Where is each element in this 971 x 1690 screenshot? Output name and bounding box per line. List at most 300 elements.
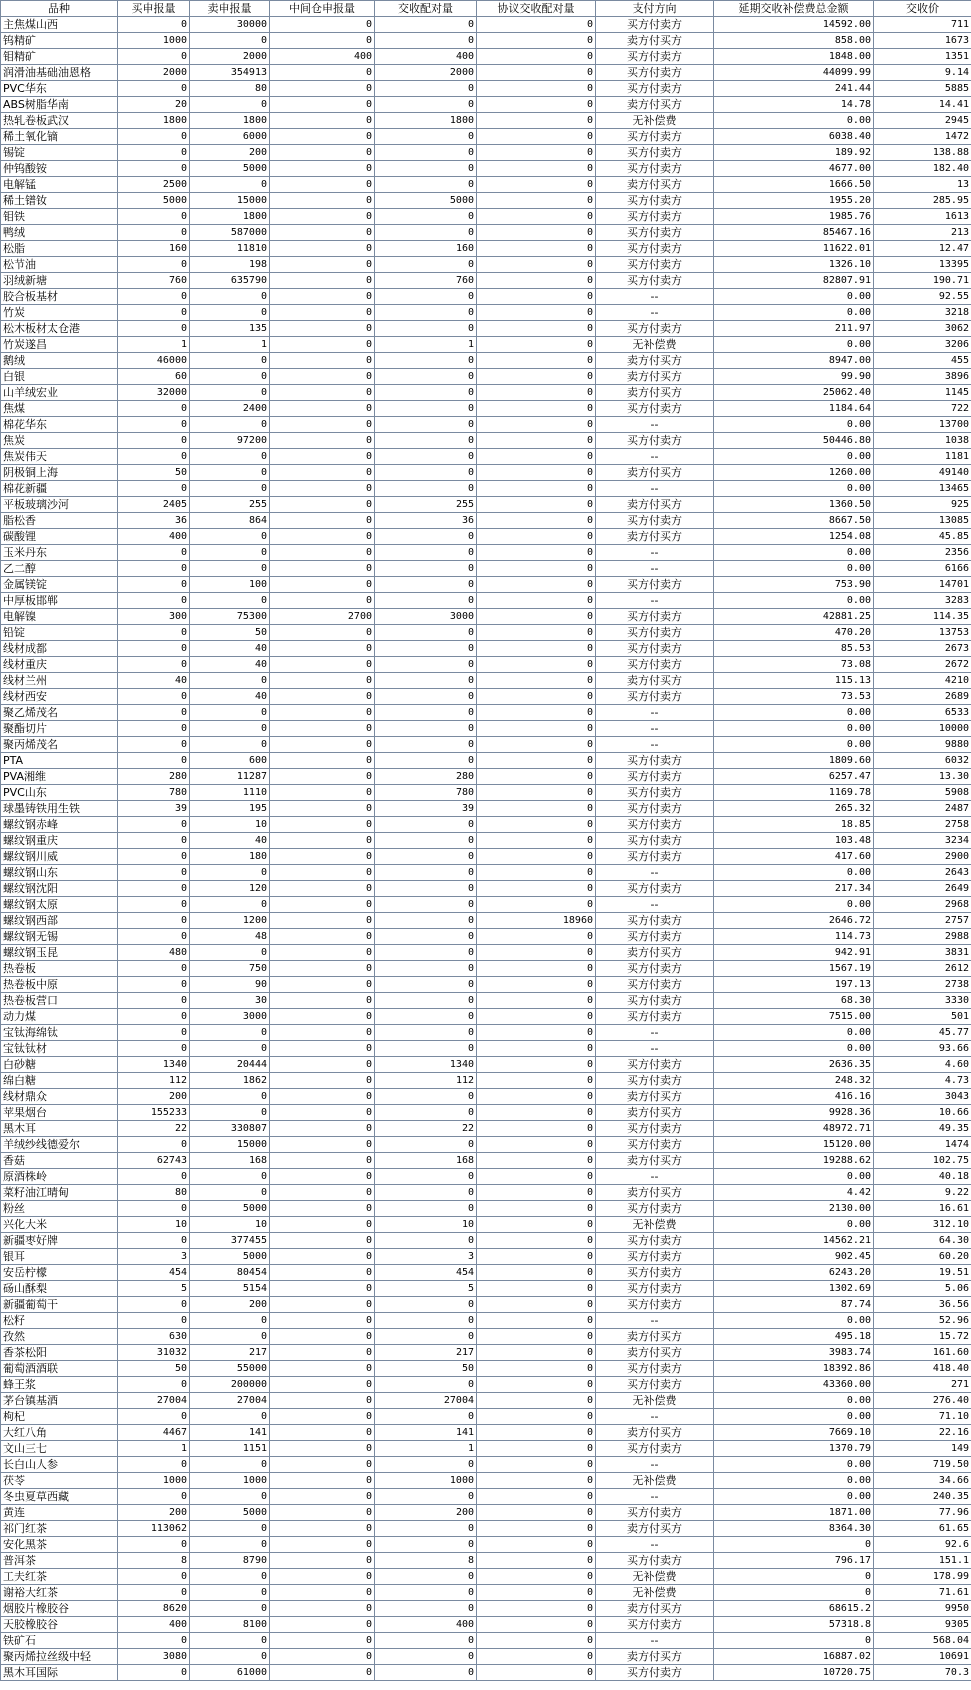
table-row: [1, 641, 971, 657]
buy-qty-cell: 8: [118, 1553, 190, 1569]
payment-direction-cell: 无补偿费: [596, 113, 714, 129]
delivery-price-cell: 285.95: [874, 193, 971, 209]
compensation-total-cell: 16887.02: [714, 1649, 874, 1665]
variety-cell: 螺纹钢玉昆: [1, 945, 118, 961]
agreement-matched-qty-cell: 0: [477, 1617, 596, 1633]
buy-qty-cell: 27004: [118, 1393, 190, 1409]
compensation-total-cell: 68.30: [714, 993, 874, 1009]
payment-direction-cell: 卖方付买方: [596, 1089, 714, 1105]
delivery-price-cell: 3831: [874, 945, 971, 961]
payment-direction-cell: 买方付卖方: [596, 977, 714, 993]
compensation-total-cell: 0.00: [714, 897, 874, 913]
sell-qty-cell: 0: [190, 33, 270, 49]
compensation-total-cell: 82807.91: [714, 273, 874, 289]
matched-qty-cell: 0: [375, 97, 477, 113]
buy-qty-cell: 0: [118, 961, 190, 977]
compensation-total-cell: 6257.47: [714, 769, 874, 785]
compensation-total-cell: 115.13: [714, 673, 874, 689]
table-row: [1, 689, 971, 705]
agreement-matched-qty-cell: 0: [477, 1169, 596, 1185]
variety-cell: 烟胶片橡胶谷: [1, 1601, 118, 1617]
compensation-total-cell: 0.00: [714, 1041, 874, 1057]
variety-cell: 松木板材太仓港: [1, 321, 118, 337]
variety-cell: 竹炭遂昌: [1, 337, 118, 353]
matched-qty-cell: 0: [375, 1297, 477, 1313]
matched-qty-cell: 0: [375, 977, 477, 993]
sell-qty-cell: 635790: [190, 273, 270, 289]
table-row: [1, 785, 971, 801]
buy-qty-cell: 20: [118, 97, 190, 113]
delivery-price-cell: 49140: [874, 465, 971, 481]
payment-direction-cell: 买方付卖方: [596, 1121, 714, 1137]
compensation-total-cell: 0.00: [714, 545, 874, 561]
agreement-matched-qty-cell: 0: [477, 673, 596, 689]
intermediate-qty-cell: 0: [270, 753, 375, 769]
sell-qty-cell: 200: [190, 1297, 270, 1313]
buy-qty-cell: 0: [118, 1233, 190, 1249]
compensation-total-cell: 796.17: [714, 1553, 874, 1569]
variety-cell: 香茶松阳: [1, 1345, 118, 1361]
intermediate-qty-cell: 0: [270, 1489, 375, 1505]
delivery-price-cell: 2968: [874, 897, 971, 913]
table-row: [1, 209, 971, 225]
table-row: [1, 1313, 971, 1329]
buy-qty-cell: 1800: [118, 113, 190, 129]
sell-qty-cell: 0: [190, 369, 270, 385]
variety-cell: 铁矿石: [1, 1633, 118, 1649]
table-row: [1, 1345, 971, 1361]
payment-direction-cell: 卖方付买方: [596, 177, 714, 193]
variety-cell: 茯苓: [1, 1473, 118, 1489]
intermediate-qty-cell: 0: [270, 1377, 375, 1393]
sell-qty-cell: 48: [190, 929, 270, 945]
intermediate-qty-cell: 0: [270, 1329, 375, 1345]
matched-qty-cell: 0: [375, 353, 477, 369]
buy-qty-cell: 0: [118, 161, 190, 177]
table-row: [1, 513, 971, 529]
sell-qty-cell: 1151: [190, 1441, 270, 1457]
intermediate-qty-cell: 0: [270, 17, 375, 33]
variety-cell: 乙二醇: [1, 561, 118, 577]
agreement-matched-qty-cell: 0: [477, 241, 596, 257]
intermediate-qty-cell: 0: [270, 353, 375, 369]
table-row: [1, 1537, 971, 1553]
agreement-matched-qty-cell: 0: [477, 1153, 596, 1169]
compensation-total-cell: 14562.21: [714, 1233, 874, 1249]
table-row: [1, 1633, 971, 1649]
delivery-price-cell: 71.10: [874, 1409, 971, 1425]
variety-cell: 聚丙烯拉丝级中轻: [1, 1649, 118, 1665]
compensation-total-cell: 1370.79: [714, 1441, 874, 1457]
buy-qty-cell: 0: [118, 1489, 190, 1505]
intermediate-qty-cell: 0: [270, 1217, 375, 1233]
variety-cell: 粉丝: [1, 1201, 118, 1217]
compensation-total-cell: 4.42: [714, 1185, 874, 1201]
compensation-total-cell: 0.00: [714, 1169, 874, 1185]
matched-qty-cell: 0: [375, 625, 477, 641]
compensation-total-cell: 1955.20: [714, 193, 874, 209]
delivery-price-cell: 2487: [874, 801, 971, 817]
payment-direction-cell: 买方付卖方: [596, 81, 714, 97]
matched-qty-cell: 0: [375, 209, 477, 225]
intermediate-qty-cell: 400: [270, 49, 375, 65]
buy-qty-cell: 0: [118, 401, 190, 417]
intermediate-qty-cell: 0: [270, 593, 375, 609]
compensation-total-cell: 4677.00: [714, 161, 874, 177]
col-header-agreement-matched-qty: 协议交收配对量: [477, 1, 596, 17]
intermediate-qty-cell: 0: [270, 881, 375, 897]
intermediate-qty-cell: 0: [270, 465, 375, 481]
intermediate-qty-cell: 0: [270, 401, 375, 417]
intermediate-qty-cell: 0: [270, 1521, 375, 1537]
table-row: [1, 929, 971, 945]
agreement-matched-qty-cell: 0: [477, 209, 596, 225]
agreement-matched-qty-cell: 0: [477, 161, 596, 177]
intermediate-qty-cell: 0: [270, 1057, 375, 1073]
sell-qty-cell: 200000: [190, 1377, 270, 1393]
matched-qty-cell: 0: [375, 1169, 477, 1185]
delivery-price-cell: 213: [874, 225, 971, 241]
delivery-price-cell: 13085: [874, 513, 971, 529]
payment-direction-cell: --: [596, 1025, 714, 1041]
table-row: [1, 97, 971, 113]
sell-qty-cell: 5000: [190, 1505, 270, 1521]
variety-cell: 银耳: [1, 1249, 118, 1265]
variety-cell: 棉花新疆: [1, 481, 118, 497]
compensation-total-cell: 42881.25: [714, 609, 874, 625]
sell-qty-cell: 40: [190, 833, 270, 849]
payment-direction-cell: 买方付卖方: [596, 145, 714, 161]
table-row: [1, 961, 971, 977]
payment-direction-cell: --: [596, 1409, 714, 1425]
variety-cell: 兴化大米: [1, 1217, 118, 1233]
buy-qty-cell: 0: [118, 225, 190, 241]
variety-cell: 白银: [1, 369, 118, 385]
buy-qty-cell: 0: [118, 289, 190, 305]
agreement-matched-qty-cell: 0: [477, 1233, 596, 1249]
intermediate-qty-cell: 0: [270, 545, 375, 561]
sell-qty-cell: 0: [190, 673, 270, 689]
compensation-total-cell: 0.00: [714, 737, 874, 753]
table-row: [1, 273, 971, 289]
sell-qty-cell: 195: [190, 801, 270, 817]
delivery-price-cell: 13395: [874, 257, 971, 273]
delivery-price-cell: 4.60: [874, 1057, 971, 1073]
compensation-total-cell: 114.73: [714, 929, 874, 945]
matched-qty-cell: 0: [375, 1009, 477, 1025]
table-row: [1, 1105, 971, 1121]
buy-qty-cell: 200: [118, 1089, 190, 1105]
compensation-total-cell: 73.53: [714, 689, 874, 705]
matched-qty-cell: 0: [375, 1585, 477, 1601]
variety-cell: 枸杞: [1, 1409, 118, 1425]
delivery-price-cell: 925: [874, 497, 971, 513]
matched-qty-cell: 0: [375, 417, 477, 433]
compensation-total-cell: 1326.10: [714, 257, 874, 273]
payment-direction-cell: 买方付卖方: [596, 689, 714, 705]
table-row: [1, 977, 971, 993]
variety-cell: 黑木耳国际: [1, 1665, 118, 1681]
delivery-price-cell: 4210: [874, 673, 971, 689]
table-row: [1, 1409, 971, 1425]
compensation-total-cell: 0: [714, 1537, 874, 1553]
intermediate-qty-cell: 0: [270, 1121, 375, 1137]
agreement-matched-qty-cell: 0: [477, 321, 596, 337]
payment-direction-cell: 卖方付买方: [596, 1185, 714, 1201]
matched-qty-cell: 0: [375, 737, 477, 753]
agreement-matched-qty-cell: 0: [477, 785, 596, 801]
compensation-total-cell: 14592.00: [714, 17, 874, 33]
sell-qty-cell: 217: [190, 1345, 270, 1361]
table-row: [1, 1233, 971, 1249]
sell-qty-cell: 8790: [190, 1553, 270, 1569]
intermediate-qty-cell: 0: [270, 1233, 375, 1249]
table-row: [1, 1297, 971, 1313]
sell-qty-cell: 0: [190, 1313, 270, 1329]
delivery-price-cell: 2988: [874, 929, 971, 945]
variety-cell: 线材鼎众: [1, 1089, 118, 1105]
table-row: [1, 241, 971, 257]
variety-cell: 苹果烟台: [1, 1105, 118, 1121]
compensation-total-cell: 265.32: [714, 801, 874, 817]
intermediate-qty-cell: 0: [270, 1249, 375, 1265]
variety-cell: 松脂: [1, 241, 118, 257]
intermediate-qty-cell: 0: [270, 1041, 375, 1057]
buy-qty-cell: 0: [118, 1313, 190, 1329]
agreement-matched-qty-cell: 0: [477, 1201, 596, 1217]
agreement-matched-qty-cell: 0: [477, 49, 596, 65]
compensation-total-cell: 7515.00: [714, 1009, 874, 1025]
delivery-price-cell: 3062: [874, 321, 971, 337]
table-row: [1, 1169, 971, 1185]
agreement-matched-qty-cell: 0: [477, 865, 596, 881]
agreement-matched-qty-cell: 0: [477, 1073, 596, 1089]
payment-direction-cell: 卖方付买方: [596, 529, 714, 545]
delivery-price-cell: 34.66: [874, 1473, 971, 1489]
intermediate-qty-cell: 0: [270, 1345, 375, 1361]
payment-direction-cell: 买方付卖方: [596, 1617, 714, 1633]
table-row: [1, 1473, 971, 1489]
agreement-matched-qty-cell: 0: [477, 609, 596, 625]
buy-qty-cell: 0: [118, 49, 190, 65]
payment-direction-cell: 买方付卖方: [596, 401, 714, 417]
agreement-matched-qty-cell: 0: [477, 1489, 596, 1505]
payment-direction-cell: 买方付卖方: [596, 1377, 714, 1393]
payment-direction-cell: 卖方付买方: [596, 1649, 714, 1665]
compensation-total-cell: 942.91: [714, 945, 874, 961]
agreement-matched-qty-cell: 0: [477, 1425, 596, 1441]
buy-qty-cell: 60: [118, 369, 190, 385]
matched-qty-cell: 0: [375, 1137, 477, 1153]
table-row: [1, 1249, 971, 1265]
table-row: [1, 145, 971, 161]
table-row: [1, 385, 971, 401]
delivery-price-cell: 722: [874, 401, 971, 417]
payment-direction-cell: 买方付卖方: [596, 769, 714, 785]
buy-qty-cell: 280: [118, 769, 190, 785]
variety-cell: 聚丙烯茂名: [1, 737, 118, 753]
table-row: [1, 1665, 971, 1681]
sell-qty-cell: 0: [190, 561, 270, 577]
table-row: [1, 1073, 971, 1089]
matched-qty-cell: 0: [375, 1089, 477, 1105]
variety-cell: 螺纹钢西部: [1, 913, 118, 929]
agreement-matched-qty-cell: 0: [477, 1585, 596, 1601]
delivery-price-cell: 13465: [874, 481, 971, 497]
table-row: [1, 1329, 971, 1345]
sell-qty-cell: 1000: [190, 1473, 270, 1489]
matched-qty-cell: 0: [375, 145, 477, 161]
variety-cell: 茅台镇基酒: [1, 1393, 118, 1409]
table-row: [1, 497, 971, 513]
col-header-delivery-price: 交收价: [874, 1, 971, 17]
table-row: [1, 1425, 971, 1441]
agreement-matched-qty-cell: 0: [477, 1569, 596, 1585]
sell-qty-cell: 10: [190, 817, 270, 833]
delivery-price-cell: 2643: [874, 865, 971, 881]
buy-qty-cell: 50: [118, 465, 190, 481]
matched-qty-cell: 0: [375, 753, 477, 769]
compensation-total-cell: 0.00: [714, 865, 874, 881]
sell-qty-cell: 0: [190, 1633, 270, 1649]
delivery-price-cell: 45.77: [874, 1025, 971, 1041]
agreement-matched-qty-cell: 0: [477, 433, 596, 449]
table-row: [1, 1617, 971, 1633]
buy-qty-cell: 0: [118, 753, 190, 769]
sell-qty-cell: 0: [190, 1329, 270, 1345]
intermediate-qty-cell: 0: [270, 1169, 375, 1185]
buy-qty-cell: 454: [118, 1265, 190, 1281]
matched-qty-cell: 1340: [375, 1057, 477, 1073]
sell-qty-cell: 0: [190, 481, 270, 497]
sell-qty-cell: 0: [190, 385, 270, 401]
variety-cell: 文山三七: [1, 1441, 118, 1457]
buy-qty-cell: 0: [118, 481, 190, 497]
payment-direction-cell: 买方付卖方: [596, 609, 714, 625]
variety-cell: 仲钨酸铵: [1, 161, 118, 177]
matched-qty-cell: 50: [375, 1361, 477, 1377]
variety-cell: 热卷板: [1, 961, 118, 977]
col-header-intermediate-qty: 中间仓申报量: [270, 1, 375, 17]
agreement-matched-qty-cell: 0: [477, 353, 596, 369]
variety-cell: 宝钛钛材: [1, 1041, 118, 1057]
variety-cell: 绵白糖: [1, 1073, 118, 1089]
table-row: [1, 913, 971, 929]
delivery-price-cell: 61.65: [874, 1521, 971, 1537]
sell-qty-cell: 11810: [190, 241, 270, 257]
payment-direction-cell: --: [596, 721, 714, 737]
agreement-matched-qty-cell: 0: [477, 1473, 596, 1489]
buy-qty-cell: 630: [118, 1329, 190, 1345]
compensation-total-cell: 189.92: [714, 145, 874, 161]
sell-qty-cell: 40: [190, 641, 270, 657]
sell-qty-cell: 255: [190, 497, 270, 513]
delivery-price-cell: 36.56: [874, 1297, 971, 1313]
delivery-price-cell: 149: [874, 1441, 971, 1457]
matched-qty-cell: 0: [375, 1313, 477, 1329]
agreement-matched-qty-cell: 0: [477, 193, 596, 209]
sell-qty-cell: 5000: [190, 161, 270, 177]
payment-direction-cell: 买方付卖方: [596, 257, 714, 273]
buy-qty-cell: 0: [118, 209, 190, 225]
matched-qty-cell: 0: [375, 401, 477, 417]
variety-cell: 螺纹钢川威: [1, 849, 118, 865]
buy-qty-cell: 400: [118, 529, 190, 545]
matched-qty-cell: 0: [375, 593, 477, 609]
matched-qty-cell: 0: [375, 289, 477, 305]
variety-cell: 螺纹钢太原: [1, 897, 118, 913]
sell-qty-cell: 5154: [190, 1281, 270, 1297]
matched-qty-cell: 0: [375, 561, 477, 577]
agreement-matched-qty-cell: 0: [477, 1185, 596, 1201]
matched-qty-cell: 0: [375, 641, 477, 657]
compensation-total-cell: 15120.00: [714, 1137, 874, 1153]
buy-qty-cell: 10: [118, 1217, 190, 1233]
table-row: [1, 1041, 971, 1057]
agreement-matched-qty-cell: 0: [477, 801, 596, 817]
table-row: [1, 721, 971, 737]
compensation-total-cell: 1254.08: [714, 529, 874, 545]
variety-cell: ABS树脂华南: [1, 97, 118, 113]
agreement-matched-qty-cell: 0: [477, 689, 596, 705]
payment-direction-cell: 买方付卖方: [596, 961, 714, 977]
variety-cell: 蜂王浆: [1, 1377, 118, 1393]
variety-cell: 新疆葡萄干: [1, 1297, 118, 1313]
table-row: [1, 849, 971, 865]
intermediate-qty-cell: 0: [270, 129, 375, 145]
variety-cell: 工夫红茶: [1, 1569, 118, 1585]
payment-direction-cell: 买方付卖方: [596, 49, 714, 65]
agreement-matched-qty-cell: 0: [477, 401, 596, 417]
table-row: [1, 545, 971, 561]
table-row: [1, 801, 971, 817]
table-row: [1, 865, 971, 881]
delivery-price-cell: 711: [874, 17, 971, 33]
matched-qty-cell: 0: [375, 1329, 477, 1345]
col-header-variety: 品种: [1, 1, 118, 17]
sell-qty-cell: 3000: [190, 1009, 270, 1025]
intermediate-qty-cell: 0: [270, 321, 375, 337]
payment-direction-cell: --: [596, 481, 714, 497]
intermediate-qty-cell: 0: [270, 849, 375, 865]
agreement-matched-qty-cell: 0: [477, 81, 596, 97]
variety-cell: 香菇: [1, 1153, 118, 1169]
agreement-matched-qty-cell: 0: [477, 1265, 596, 1281]
payment-direction-cell: 无补偿费: [596, 1569, 714, 1585]
variety-cell: 钨精矿: [1, 33, 118, 49]
compensation-total-cell: 0.00: [714, 305, 874, 321]
sell-qty-cell: 0: [190, 289, 270, 305]
matched-qty-cell: 0: [375, 865, 477, 881]
buy-qty-cell: 200: [118, 1505, 190, 1521]
intermediate-qty-cell: 0: [270, 641, 375, 657]
col-header-sell-qty: 卖申报量: [190, 1, 270, 17]
table-row: [1, 529, 971, 545]
buy-qty-cell: 0: [118, 913, 190, 929]
agreement-matched-qty-cell: 0: [477, 1009, 596, 1025]
variety-cell: 螺纹钢重庆: [1, 833, 118, 849]
compensation-total-cell: 241.44: [714, 81, 874, 97]
sell-qty-cell: 50: [190, 625, 270, 641]
variety-cell: 稀土氧化镝: [1, 129, 118, 145]
payment-direction-cell: 买方付卖方: [596, 513, 714, 529]
buy-qty-cell: 0: [118, 1633, 190, 1649]
buy-qty-cell: 155233: [118, 1105, 190, 1121]
table-row: [1, 1153, 971, 1169]
sell-qty-cell: 0: [190, 1409, 270, 1425]
sell-qty-cell: 5000: [190, 1249, 270, 1265]
variety-cell: 焦煤: [1, 401, 118, 417]
